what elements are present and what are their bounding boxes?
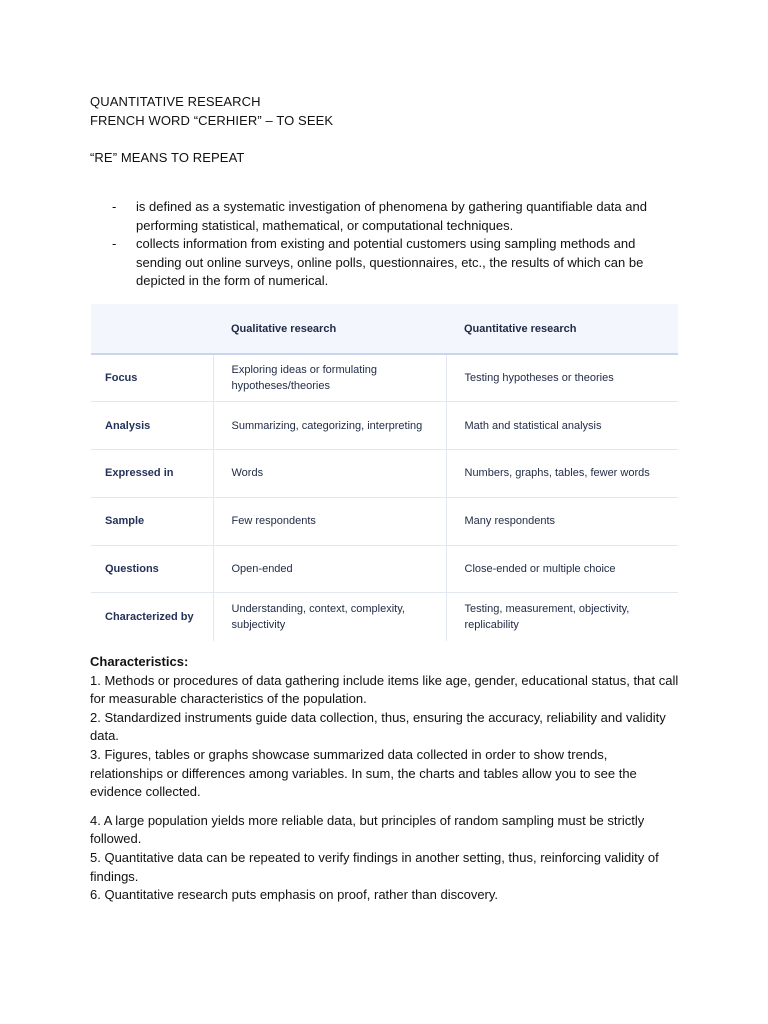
characteristic-item: 1. Methods or procedures of data gathering include items like age, gender, educational status, that call for measurable characteristics of the population. (90, 672, 679, 707)
cell-qualitative: Summarizing, categorizing, interpreting (213, 402, 446, 450)
cell-quantitative: Many respondents (446, 497, 678, 545)
table-header-row (91, 304, 678, 354)
cell-qualitative: Words (213, 450, 446, 498)
row-label: Characterized by (105, 611, 194, 624)
cell-qualitative: Understanding, context, complexity, subjectivity (213, 593, 446, 641)
cell-qualitative: Open-ended (213, 545, 446, 593)
row-label: Questions (91, 545, 213, 593)
characteristic-item: 5. Quantitative data can be repeated to verify findings in another setting, thus, reinforcing validity of findings. (90, 849, 659, 884)
table-row (91, 450, 678, 498)
bullet-item (112, 198, 682, 235)
table-row (91, 593, 678, 641)
header-qualitative: Qualitative research (213, 304, 446, 354)
row-label: Expressed in (91, 450, 213, 498)
table-row (91, 497, 678, 545)
table-row (91, 402, 678, 450)
bullet-dash: - (112, 199, 117, 214)
characteristics-title: Characteristics: (90, 654, 189, 669)
comparison-table (91, 304, 678, 642)
row-label: Analysis (91, 402, 213, 450)
table-row (91, 545, 678, 593)
characteristic-item: 4. A large population yields more reliable data, but principles of random sampling must be strictly followed. (90, 812, 645, 847)
header-quantitative: Quantitative research (446, 304, 678, 354)
cell-quantitative: Testing, measurement, objectivity, replicability (446, 593, 678, 641)
table-row (91, 354, 678, 402)
cell-qualitative: Exploring ideas or formulating hypotheses/theories (213, 354, 446, 402)
cell-quantitative: Numbers, graphs, tables, fewer words (446, 450, 678, 498)
prefix-meaning-line: “RE” MEANS TO REPEAT (90, 150, 245, 165)
characteristic-item: 6. Quantitative research puts emphasis on proof, rather than discovery. (90, 887, 499, 903)
cell-quantitative: Math and statistical analysis (446, 402, 678, 450)
cell-quantitative: Close-ended or multiple choice (446, 545, 678, 593)
cell-quantitative: Testing hypotheses or theories (446, 354, 678, 402)
comparison-table-grid (91, 304, 678, 641)
bullet-text: collects information from existing and potential customers using sampling methods and sending out online surveys, online polls, questionnaires, etc., the results of which can be depicted in the form of numerical. (136, 236, 644, 288)
row-label: Sample (91, 497, 213, 545)
definition-bullet-list (112, 198, 682, 291)
characteristics-section (90, 653, 680, 905)
bullet-text: is defined as a systematic investigation of phenomena by gathering quantifiable data and performing statistical, mathematical, or computational techniques. (136, 199, 647, 233)
document-title: QUANTITATIVE RESEARCH (90, 94, 261, 109)
bullet-dash: - (112, 236, 117, 251)
characteristic-item: 3. Figures, tables or graphs showcase summarized data collected in order to show trends, relationships or differences among variables. In sum, the charts and tables allow you to see the evidence collected. (90, 746, 637, 800)
etymology-line: FRENCH WORD “CERHIER” – TO SEEK (90, 113, 334, 128)
characteristic-item: 2. Standardized instruments guide data collection, thus, ensuring the accuracy, reliability and validity data. (90, 709, 666, 744)
bullet-item (112, 235, 682, 291)
cell-qualitative: Few respondents (213, 497, 446, 545)
row-label: Focus (91, 354, 213, 402)
header-empty (91, 304, 213, 354)
